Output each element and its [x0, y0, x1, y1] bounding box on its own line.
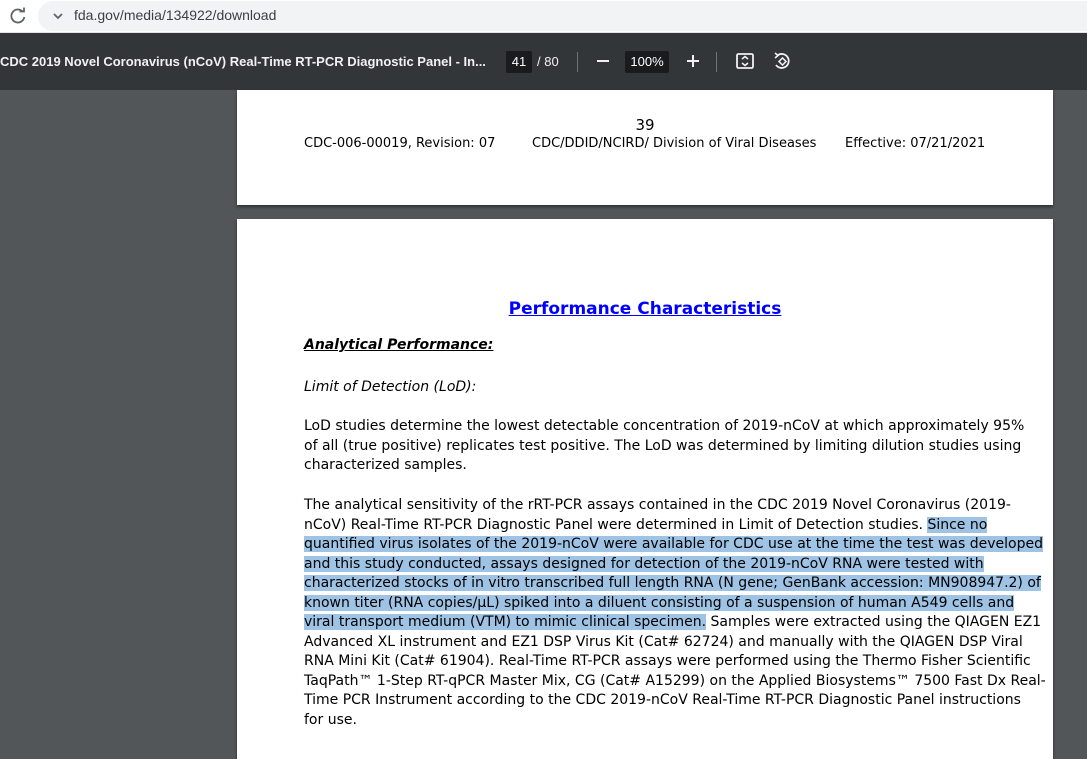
- text-segment: nCoV) Real-Time RT-PCR Diagnostic Panel were determined in Limit of Detection studies.: [304, 516, 928, 533]
- selected-text[interactable]: viral transport medium (VTM) to mimic clinical specimen.: [304, 614, 707, 630]
- selected-text[interactable]: Since no: [927, 516, 988, 533]
- document-title: CDC 2019 Novel Coronavirus (nCoV) Real-Time RT-PCR Diagnostic Panel - In...: [0, 54, 486, 69]
- paragraph-lod: [304, 417, 1025, 476]
- selected-text[interactable]: characterized stocks of in vitro transcribed full length RNA (N gene; GenBank accession: MN908947.2) of: [304, 575, 1041, 591]
- pdf-page-current: [237, 219, 1053, 759]
- text-line: of all (true positive) replicates test positive. The LoD was determined by limiting dilution studies using: [304, 437, 1022, 454]
- text-segment: Samples were extracted using the QIAGEN EZ1: [706, 614, 1042, 630]
- text-line: Advanced XL instrument and EZ1 DSP Virus Kit (Cat# 62724) and manually with the QIAGEN DSP Viral: [304, 633, 1023, 650]
- text-line: for use.: [304, 711, 357, 728]
- toolbar-divider: [577, 52, 578, 72]
- paragraph-sensitivity: [304, 496, 1046, 730]
- browser-address-bar: [0, 0, 1087, 33]
- reload-icon[interactable]: [8, 6, 28, 26]
- subheading-analytical-performance: Analytical Performance:: [304, 337, 494, 353]
- text-line: [304, 535, 1043, 555]
- zoom-out-icon[interactable]: [591, 49, 615, 73]
- toolbar-divider: [716, 52, 717, 72]
- zoom-level-input[interactable]: 100%: [625, 51, 669, 73]
- text-line: [304, 574, 1041, 594]
- subheading-limit-of-detection: Limit of Detection (LoD):: [304, 379, 477, 395]
- text-line: LoD studies determine the lowest detectable concentration of 2019-nCoV at which approximately 95%: [304, 418, 1025, 434]
- site-info-icon[interactable]: [50, 8, 66, 24]
- fit-to-page-icon[interactable]: [733, 49, 757, 73]
- url-text[interactable]: fda.gov/media/134922/download: [74, 7, 277, 23]
- footer-doc-id: CDC-006-00019, Revision: 07: [304, 136, 496, 151]
- pdf-toolbar: [0, 33, 1087, 90]
- text-line: RNA Mini Kit (Cat# 61904). Real-Time RT-PCR assays were performed using the Thermo Fisher Scientific: [304, 653, 1031, 669]
- selected-text[interactable]: known titer (RNA copies/µL) spiked into a diluent consisting of a suspension of human A549 cells and: [304, 594, 1015, 611]
- page-total: / 80: [537, 54, 559, 69]
- text-line: [304, 613, 1042, 633]
- selected-text[interactable]: quantified virus isolates of the 2019-nCoV were available for CDC use at the time the test was developed: [304, 536, 1043, 552]
- text-line: [304, 594, 1015, 614]
- zoom-in-icon[interactable]: [681, 49, 705, 73]
- text-line: TaqPath™ 1-Step RT-qPCR Master Mix, CG (Cat# A15299) on the Applied Biosystems™ 7500 Fast Dx Real-: [304, 672, 1046, 689]
- footer-division: CDC/DDID/NCIRD/ Division of Viral Diseases: [532, 136, 817, 151]
- text-line: The analytical sensitivity of the rRT-PCR assays contained in the CDC 2019 Novel Coronavirus (2019-: [304, 497, 1011, 513]
- page-number-input[interactable]: 41: [506, 51, 532, 73]
- text-line: [304, 516, 994, 536]
- text-line: [304, 555, 994, 575]
- rotate-icon[interactable]: [770, 49, 794, 73]
- pdf-page-previous: [237, 90, 1053, 205]
- text-line: characterized samples.: [304, 457, 467, 473]
- text-line: Time PCR Instrument according to the CDC 2019-nCoV Real-Time RT-PCR Diagnostic Panel instructions: [304, 692, 1021, 708]
- section-heading: Performance Characteristics: [508, 299, 782, 319]
- selected-text[interactable]: and this study conducted, assays designed for detection of the 2019-nCoV RNA were tested with: [304, 555, 984, 572]
- footer-effective-date: Effective: 07/21/2021: [845, 136, 986, 151]
- page-footer-number: 39: [635, 116, 655, 134]
